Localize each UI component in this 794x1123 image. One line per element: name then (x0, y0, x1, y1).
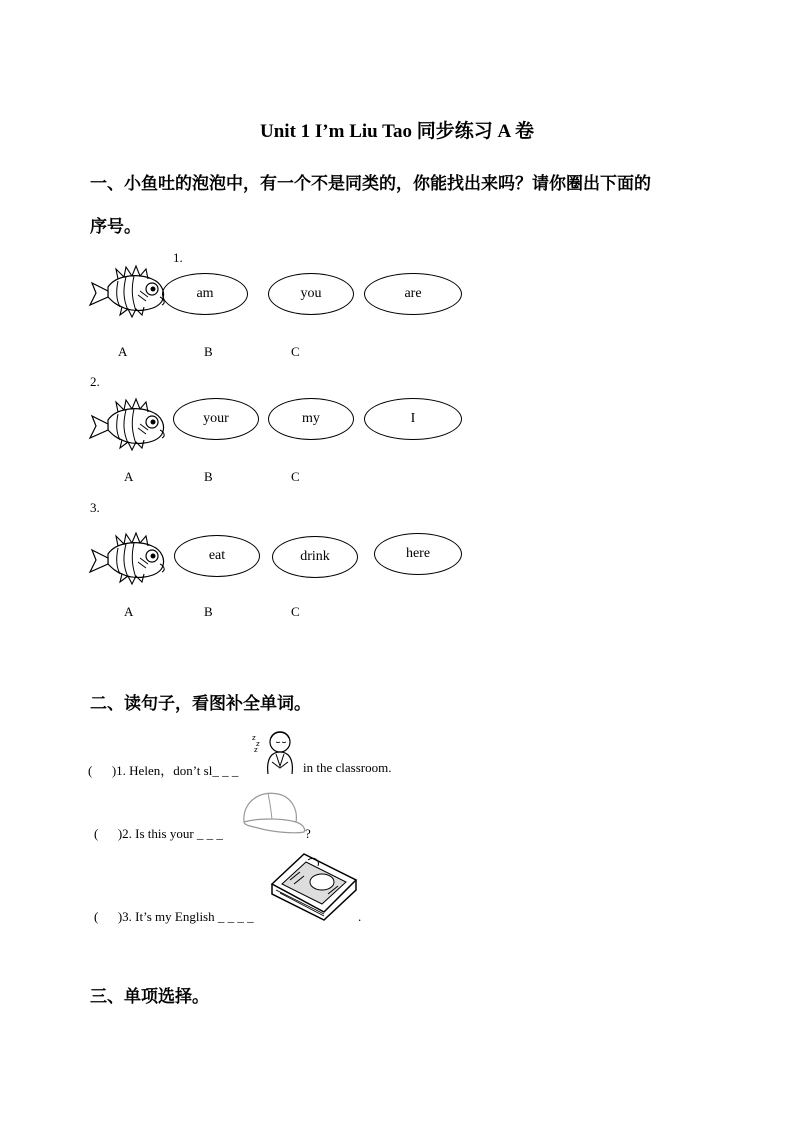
bubble-option-c[interactable]: I (364, 398, 462, 440)
page-title: Unit 1 I’m Liu Tao 同步练习 A 卷 (260, 121, 534, 142)
option-letter-c[interactable]: C (291, 469, 300, 484)
section2-heading: 二、读句子，看图补全单词。 (90, 694, 311, 714)
sentence-1 (88, 760, 238, 779)
option-letter-b[interactable]: B (204, 604, 213, 619)
bubble-option-a[interactable]: eat (174, 535, 260, 577)
fish-icon (88, 265, 168, 319)
sentence-text: 3. It’s my English _ _ _ _ (122, 909, 254, 924)
sleeping-boy-icon (250, 728, 300, 778)
option-letter-a[interactable]: A (124, 469, 134, 484)
cap-icon (238, 788, 308, 838)
option-letter-a[interactable]: A (124, 604, 134, 619)
answer-paren[interactable]: ( ) (88, 763, 117, 778)
bubble-option-a[interactable]: am (162, 273, 248, 315)
question-number: 1. (173, 250, 183, 265)
book-icon (268, 850, 360, 922)
option-letter-b[interactable]: B (204, 344, 213, 359)
fish-icon (88, 398, 168, 452)
bubble-option-a[interactable]: your (173, 398, 259, 440)
sentence-text: 1. Helen，don’t sl_ _ _ (116, 763, 239, 778)
option-letter-c[interactable]: C (291, 344, 300, 359)
fish-icon (88, 532, 168, 586)
sentence-3-end: . (358, 909, 362, 924)
section1-heading: 一、小鱼吐的泡泡中，有一个不是同类的，你能找出来吗？请你圈出下面的 (90, 174, 651, 194)
sentence-text: 2. Is this your _ _ _ (122, 826, 223, 841)
bubble-option-c[interactable]: here (374, 533, 462, 575)
bubble-option-b[interactable]: my (268, 398, 354, 440)
svg-text:z: z (256, 740, 260, 748)
option-letter-b[interactable]: B (204, 469, 213, 484)
answer-paren[interactable]: ( ) (94, 826, 123, 841)
bubble-option-b[interactable]: drink (272, 536, 358, 578)
sentence-2 (94, 826, 223, 842)
section1-heading-cont: 序号。 (90, 217, 141, 237)
question-number: 2. (90, 374, 100, 389)
answer-paren[interactable]: ( ) (94, 909, 123, 924)
bubble-option-c[interactable]: are (364, 273, 462, 315)
svg-text:z: z (254, 746, 258, 754)
svg-text:z: z (252, 734, 256, 742)
question-number: 3. (90, 500, 100, 515)
bubble-option-b[interactable]: you (268, 273, 354, 315)
sentence-2-end: ? (305, 826, 311, 841)
sentence-1-end: in the classroom. (303, 760, 392, 775)
section3-heading: 三、单项选择。 (90, 987, 209, 1007)
option-letter-c[interactable]: C (291, 604, 300, 619)
option-letter-a[interactable]: A (118, 344, 128, 359)
sentence-3 (94, 909, 254, 925)
